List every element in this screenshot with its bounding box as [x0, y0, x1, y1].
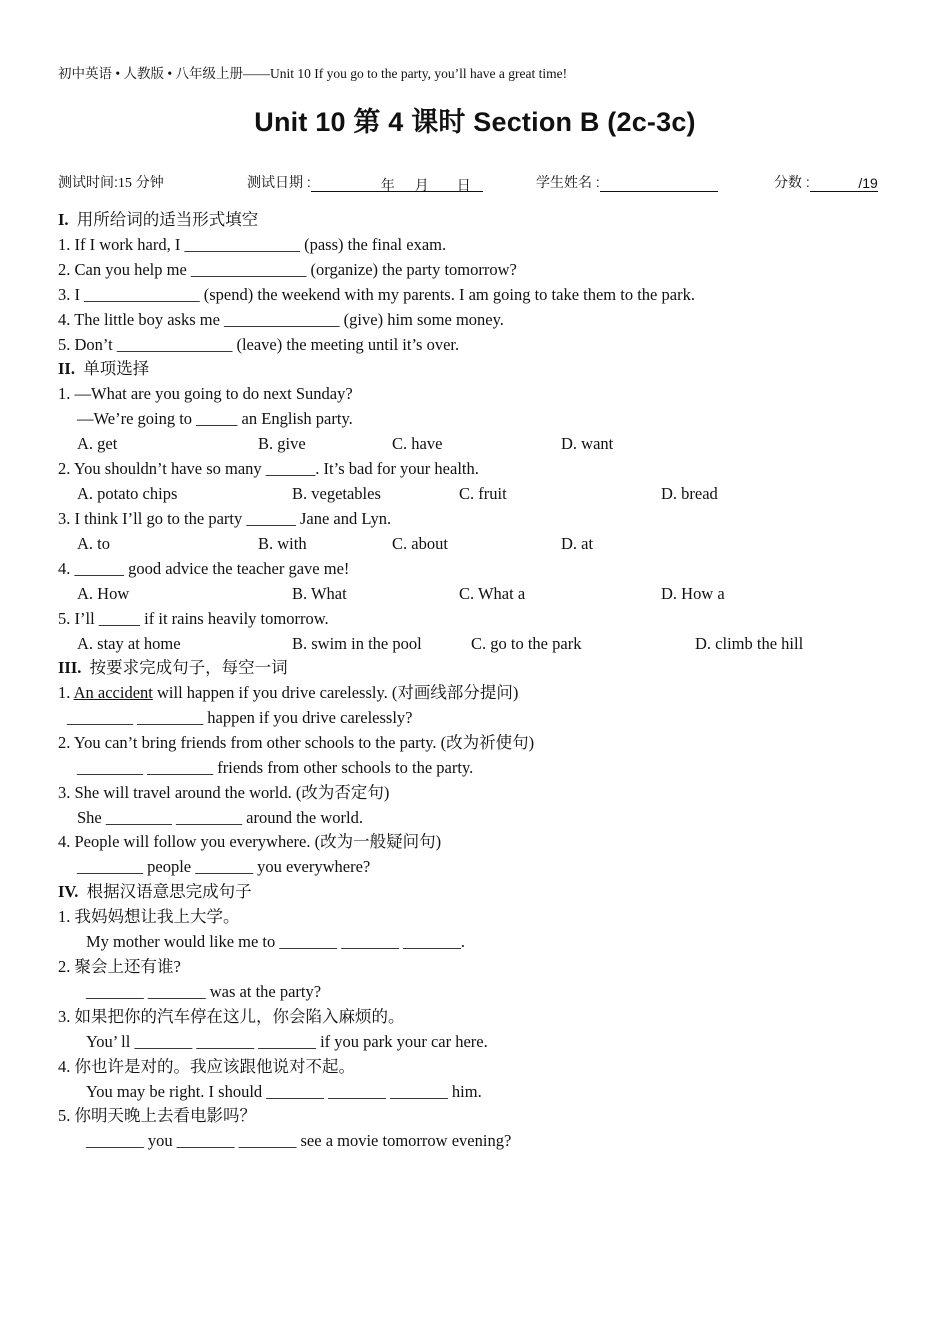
s4-item-2-en: _______ _______ was at the party?: [86, 982, 322, 1001]
name-label: 学生姓名 :: [536, 174, 600, 190]
s2-q4: 4. ______ good advice the teacher gave me!: [58, 559, 350, 578]
page-title: Unit 10 第 4 课时 Section B (2c-3c): [254, 107, 696, 137]
s3-q1: [58, 683, 518, 703]
s2-q1-option-a: A. get: [77, 434, 118, 453]
section-2-title: 单项选择: [83, 359, 150, 378]
s2-q2-option-c: C. fruit: [459, 484, 507, 503]
s4-item-1-en: My mother would like me to _______ _______ _______.: [86, 932, 466, 951]
score-total: /19: [858, 175, 878, 191]
s2-q4-option-c: C. What a: [459, 584, 526, 603]
s1-item-2: 2. Can you help me ______________ (organize) the party tomorrow?: [58, 260, 517, 279]
section-4-num: IV.: [58, 882, 79, 901]
student-name: [536, 172, 718, 192]
s2-q1-option-b: B. give: [258, 434, 306, 453]
month-label: 月: [414, 177, 429, 193]
s3-q3-answer: She ________ ________ around the world.: [77, 808, 363, 827]
s3-q2-answer: ________ ________ friends from other schools to the party.: [77, 758, 474, 777]
s1-item-1: 1. If I work hard, I ______________ (pass) the final exam.: [58, 235, 447, 254]
time-value: 15: [117, 176, 132, 191]
section-2-heading: [58, 359, 149, 379]
s4-item-3-en: You’ ll _______ _______ _______ if you park your car here.: [86, 1032, 488, 1051]
s2-q2-option-b: B. vegetables: [292, 484, 381, 503]
s4-item-2-cn: 2. 聚会上还有谁?: [58, 957, 181, 976]
s3-q3: 3. She will travel around the world. (改为否定句): [58, 783, 390, 802]
s2-q2: 2. You shouldn’t have so many ______. It’s bad for your health.: [58, 459, 479, 478]
s2-q5-option-c: C. go to the park: [471, 634, 582, 653]
s2-q3-option-d: D. at: [561, 534, 594, 553]
section-4-heading: [58, 882, 252, 902]
s2-q4-option-d: D. How a: [661, 584, 725, 603]
s1-item-3: 3. I ______________ (spend) the weekend with my parents. I am going to take them to the park.: [58, 285, 695, 304]
s3-q1-underlined: An accident: [73, 683, 153, 702]
page-header: 初中英语 • 人教版 • 八年级上册——Unit 10 If you go to the party, you’ll have a great time!: [58, 66, 568, 81]
date-field[interactable]: [311, 175, 483, 192]
day-label: 日: [456, 177, 471, 193]
test-date: [247, 172, 483, 192]
s2-q5-option-b: B. swim in the pool: [292, 634, 422, 653]
section-2-num: II.: [58, 359, 75, 378]
section-3-heading: [58, 658, 288, 678]
s2-q3-option-b: B. with: [258, 534, 307, 553]
section-1-title: 用所给词的适当形式填空: [76, 210, 259, 229]
test-time: [58, 172, 164, 192]
year-label: 年: [380, 177, 395, 193]
time-unit: 分钟: [135, 174, 164, 190]
s2-q3-option-c: C. about: [392, 534, 448, 553]
score: [774, 172, 878, 192]
s4-item-4-en: You may be right. I should _______ _______ _______ him.: [86, 1082, 482, 1101]
s3-q1-rest: will happen if you drive carelessly. (对画线部分提问): [152, 683, 519, 702]
date-label: 测试日期 :: [247, 174, 311, 190]
s4-item-5-en: _______ you _______ _______ see a movie tomorrow evening?: [86, 1131, 512, 1150]
s3-q1-prefix: 1.: [58, 683, 74, 702]
s4-item-1-cn: 1. 我妈妈想让我上大学。: [58, 907, 240, 926]
section-4-title: 根据汉语意思完成句子: [86, 882, 252, 901]
s2-q2-option-a: A. potato chips: [77, 484, 178, 503]
section-3-num: III.: [58, 658, 82, 677]
s3-q4: 4. People will follow you everywhere. (改为一般疑问句): [58, 832, 442, 851]
s2-q5-option-a: A. stay at home: [77, 634, 181, 653]
s3-q1-answer: ________ ________ happen if you drive carelessly?: [67, 708, 413, 727]
s2-q5: 5. I’ll _____ if it rains heavily tomorrow.: [58, 609, 329, 628]
s2-q2-option-d: D. bread: [661, 484, 718, 503]
s2-q1-option-c: C. have: [392, 434, 443, 453]
score-label: 分数 :: [774, 174, 810, 190]
name-field[interactable]: [600, 175, 718, 192]
s2-q1-line1: 1. —What are you going to do next Sunday?: [58, 384, 353, 403]
s2-q1-line2: —We’re going to _____ an English party.: [77, 409, 353, 428]
s4-item-3-cn: 3. 如果把你的汽车停在这儿，你会陷入麻烦的。: [58, 1007, 405, 1026]
s2-q4-option-b: B. What: [292, 584, 347, 603]
s2-q4-option-a: A. How: [77, 584, 130, 603]
s2-q5-option-d: D. climb the hill: [695, 634, 804, 653]
s3-q2: 2. You can’t bring friends from other schools to the party. (改为祈使句): [58, 733, 535, 752]
s4-item-4-cn: 4. 你也许是对的。我应该跟他说对不起。: [58, 1057, 355, 1076]
s2-q3-option-a: A. to: [77, 534, 110, 553]
s2-q1-option-d: D. want: [561, 434, 614, 453]
section-3-title: 按要求完成句子，每空一词: [89, 658, 288, 677]
s4-item-5-cn: 5. 你明天晚上去看电影吗？: [58, 1106, 256, 1125]
section-1-heading: [58, 210, 258, 230]
s2-q3: 3. I think I’ll go to the party ______ Jane and Lyn.: [58, 509, 392, 528]
s1-item-4: 4. The little boy asks me ______________ (give) him some money.: [58, 310, 504, 329]
score-field[interactable]: [810, 175, 878, 192]
s3-q4-answer: ________ people _______ you everywhere?: [77, 857, 371, 876]
section-1-num: I.: [58, 210, 69, 229]
s1-item-5: 5. Don’t ______________ (leave) the meeting until it’s over.: [58, 335, 460, 354]
time-label: 测试时间:: [58, 174, 118, 190]
